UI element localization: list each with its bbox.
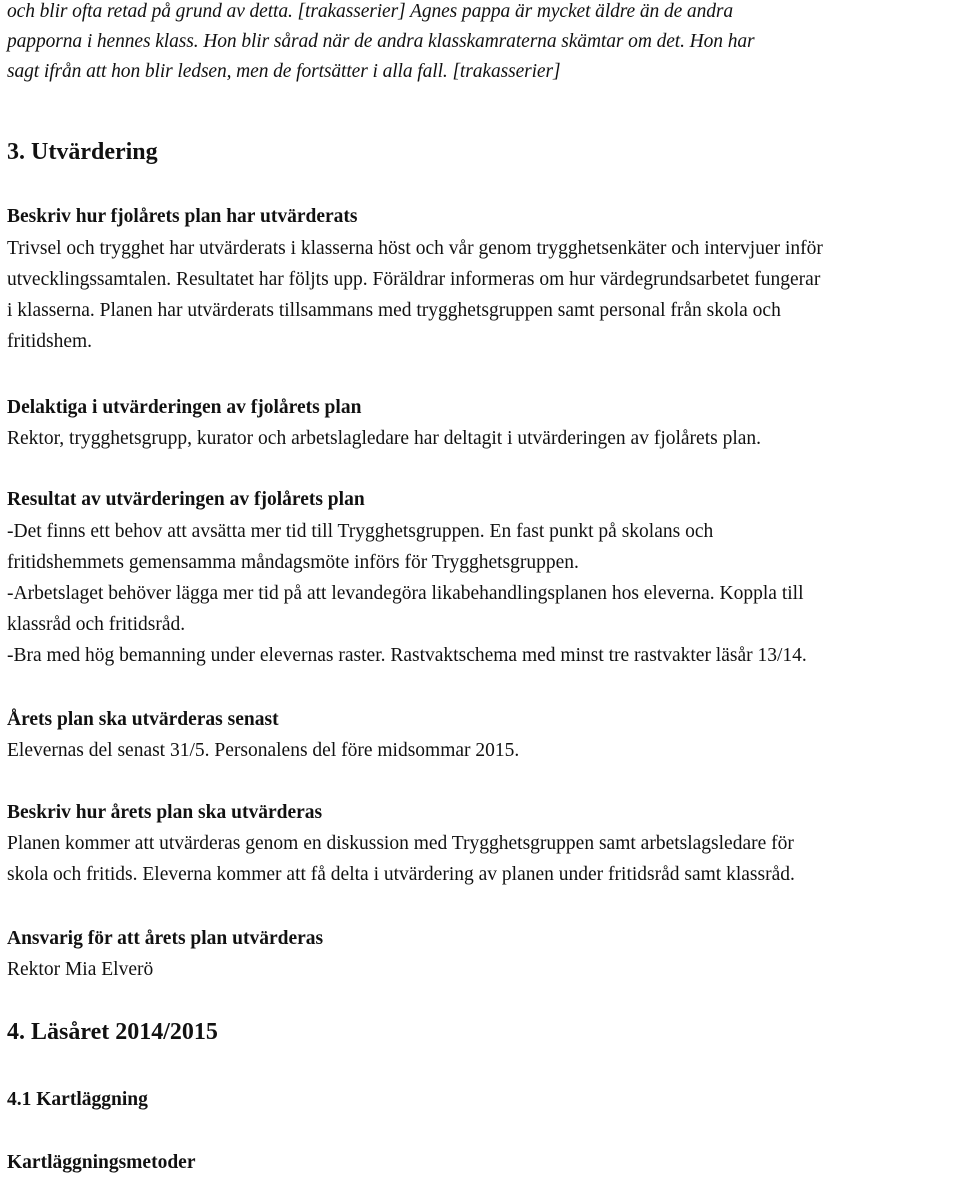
section-4-title: 4. Läsåret 2014/2015 [7, 1019, 218, 1045]
participants-heading: Delaktiga i utvärderingen av fjolårets plan [7, 397, 362, 418]
paragraph-line: Elevernas del senast 31/5. Personalens del före midsommar 2015. [7, 740, 520, 761]
paragraph-line: klassråd och fritidsråd. [7, 614, 186, 635]
intro-line: och blir ofta retad på grund av detta. [trakasserier] Agnes pappa är mycket äldre än de andra [7, 1, 734, 22]
paragraph-line: fritidshemmets gemensamma måndagsmöte införs för Trygghetsgruppen. [7, 552, 579, 573]
paragraph-line: skola och fritids. Eleverna kommer att få delta i utvärdering av planen under fritidsråd samt klassråd. [7, 864, 795, 885]
evaluated-heading: Beskriv hur fjolårets plan har utvärderats [7, 206, 358, 227]
paragraph-line: Rektor, trygghetsgrupp, kurator och arbetslagledare har deltagit i utvärderingen av fjolårets plan. [7, 428, 762, 449]
participants-paragraph [7, 423, 955, 454]
responsible-heading: Ansvarig för att årets plan utvärderas [7, 928, 324, 949]
methods-heading: Kartläggningsmetoder [7, 1152, 196, 1173]
intro-line: sagt ifrån att hon blir ledsen, men de fortsätter i alla fall. [trakasserier] [7, 61, 561, 82]
deadline-heading: Årets plan ska utvärderas senast [7, 709, 279, 730]
responsible-paragraph [7, 954, 955, 985]
paragraph-line: -Bra med hög bemanning under elevernas raster. Rastvaktschema med minst tre rastvakter läsår 13/14. [7, 645, 807, 666]
paragraph-line: Trivsel och trygghet har utvärderats i klasserna höst och vår genom trygghetsenkäter och intervjuer inför [7, 238, 823, 259]
result-paragraph [7, 516, 955, 671]
how-paragraph [7, 828, 955, 890]
paragraph-line: fritidshem. [7, 331, 93, 352]
paragraph-line: utvecklingssamtalen. Resultatet har följts upp. Föräldrar informeras om hur värdegrundsarbetet fungerar [7, 269, 821, 290]
how-heading: Beskriv hur årets plan ska utvärderas [7, 802, 323, 823]
subsection-4-1-title: 4.1 Kartläggning [7, 1089, 148, 1110]
result-heading: Resultat av utvärderingen av fjolårets plan [7, 489, 365, 510]
intro-line: papporna i hennes klass. Hon blir sårad när de andra klasskamraterna skämtar om det. Hon har [7, 31, 755, 52]
evaluated-paragraph [7, 233, 955, 357]
section-3-title: 3. Utvärdering [7, 139, 158, 165]
paragraph-line: -Det finns ett behov att avsätta mer tid till Trygghetsgruppen. En fast punkt på skolans och [7, 521, 714, 542]
intro-paragraph [7, 0, 955, 87]
paragraph-line: -Arbetslaget behöver lägga mer tid på att levandegöra likabehandlingsplanen hos eleverna. Koppla till [7, 583, 804, 604]
paragraph-line: Planen kommer att utvärderas genom en diskussion med Trygghetsgruppen samt arbetslagsledare för [7, 833, 794, 854]
paragraph-line: Rektor Mia Elverö [7, 959, 154, 980]
deadline-paragraph [7, 735, 955, 766]
paragraph-line: i klasserna. Planen har utvärderats tillsammans med trygghetsgruppen samt personal från skola och [7, 300, 781, 321]
